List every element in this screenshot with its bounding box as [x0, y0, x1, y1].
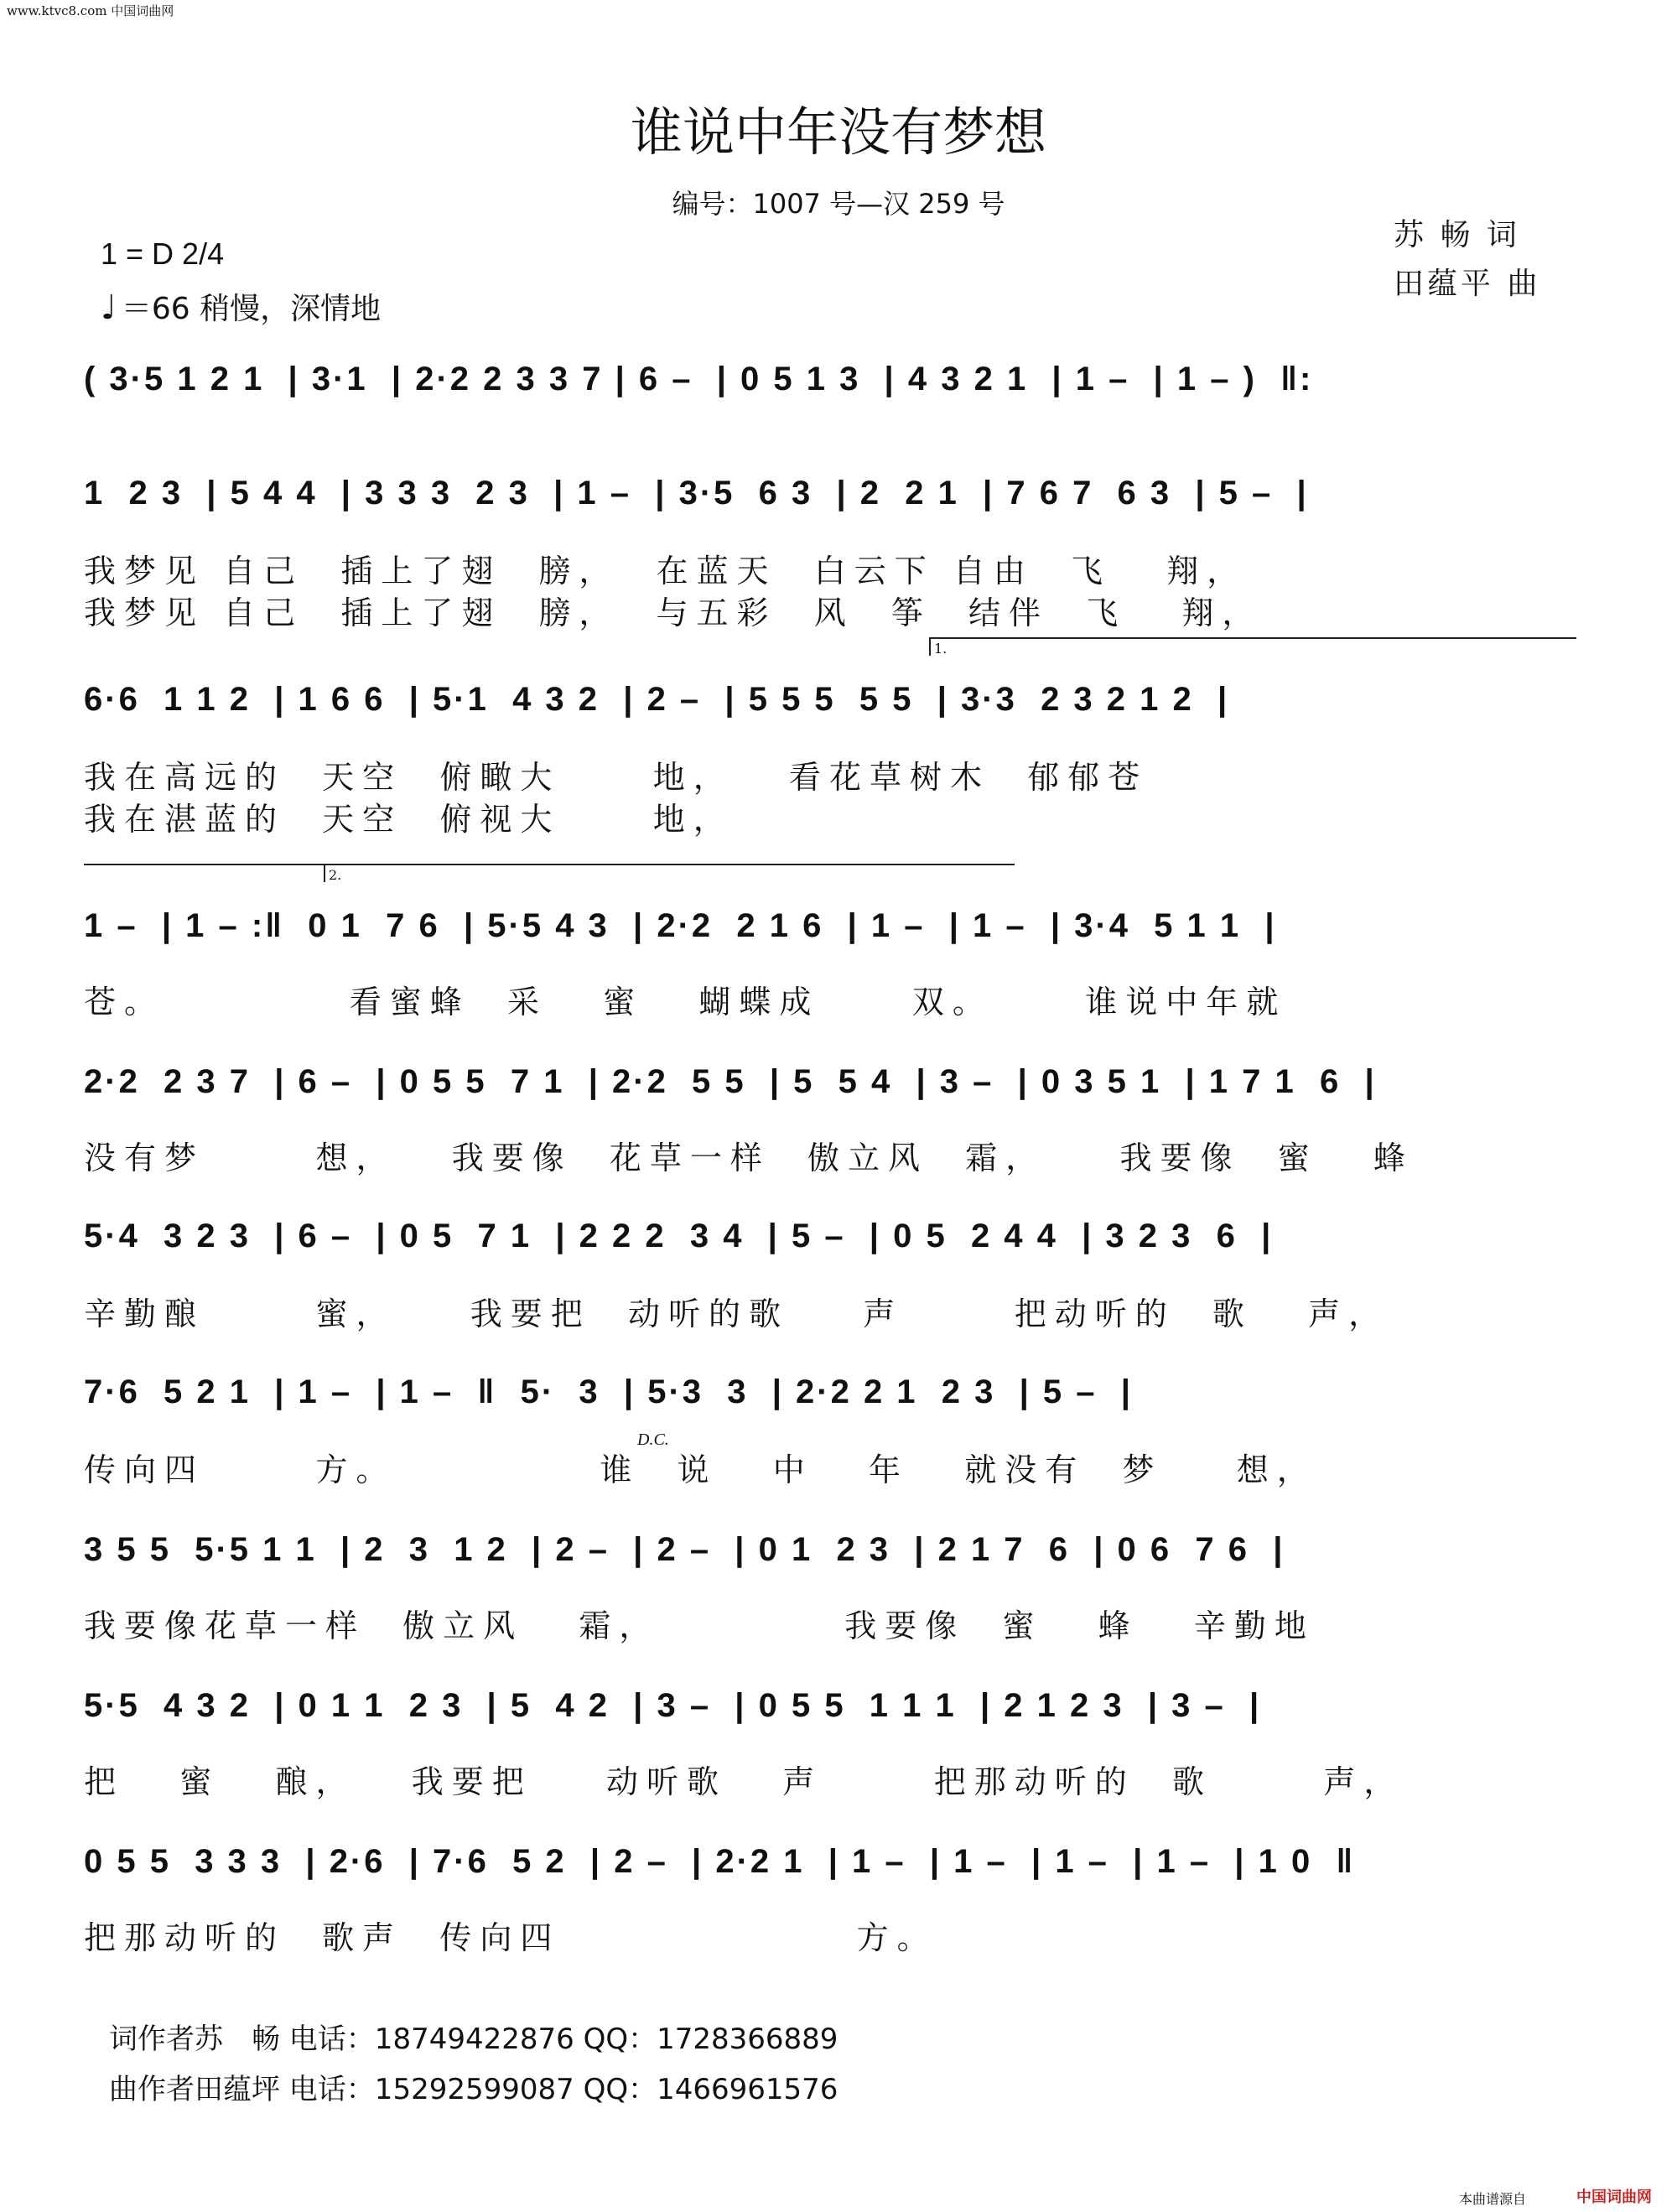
score-line: 3 5 5 5·5 1 1 | 2 3 1 2 | 2 – | 2 – | 0 1 2 3 | 2 1 7 6 | 0 6 7 6 |: [84, 1531, 1285, 1568]
footer-brand: 中国词曲网: [1576, 2189, 1652, 2206]
lyric-line: 传向四 方。 谁 说 中 年 就没有 梦 想，: [84, 1451, 1317, 1488]
second-ending-tick: [324, 864, 325, 882]
lyric-line: 我要像花草一样 傲立风 霜， 我要像 蜜 蜂 辛勤地: [84, 1607, 1315, 1644]
footer-source: 本曲谱源自: [1459, 2191, 1527, 2207]
lyric-line: 把 蜜 酿， 我要把 动听歌 声 把那动听的 歌 声，: [84, 1763, 1404, 1800]
second-ending-number: 2.: [329, 867, 342, 883]
serial-number: 编号：1007 号—汉 259 号: [672, 188, 1005, 220]
first-ending-tick: [929, 637, 931, 656]
volta-line: [84, 864, 1015, 865]
lyric-line: 我在高远的 天空 俯瞰大 地， 看花草树木 郁郁苍: [84, 759, 1149, 796]
lyric-line: 把那动听的 歌声 传向四 方。: [84, 1919, 937, 1956]
dc-marking: D.C.: [637, 1431, 669, 1449]
key-signature: 1 = D 2/4: [101, 236, 225, 271]
page-title: 谁说中年没有梦想: [630, 101, 1046, 163]
quarter-note-icon: ♩: [101, 288, 117, 327]
first-ending-number: 1.: [934, 641, 948, 657]
score-line: ( 3·5 1 2 1 | 3·1 | 2·2 2 3 3 7 | 6 – | 0 5 1 3 | 4 3 2 1 | 1 – | 1 – ) ‖:: [84, 361, 1314, 397]
lyric-line: 我梦见 自己 插上了翅 膀， 在蓝天 白云下 自由 飞 翔，: [84, 553, 1248, 589]
tempo-text: ＝66 稍慢，深情地: [121, 292, 382, 326]
lyric-line: 我在湛蓝的 天空 俯视大 地，: [84, 801, 734, 838]
score-line: 6·6 1 1 2 | 1 6 6 | 5·1 4 3 2 | 2 – | 5 5 5 5 5 | 3·3 2 3 2 1 2 |: [84, 681, 1230, 718]
lyric-line: 苍。 看蜜蜂 采 蜜 蝴蝶成 双。 谁说中年就: [84, 984, 1287, 1020]
lyricist-credit: 苏 畅 词: [1394, 218, 1520, 252]
first-ending-bracket: [929, 637, 1576, 639]
score-line: 0 5 5 3 3 3 | 2·6 | 7·6 5 2 | 2 – | 2·2 1 | 1 – | 1 – | 1 – | 1 – | 1 0 ‖: [84, 1843, 1356, 1880]
composer-credit: 田蕴平 曲: [1394, 267, 1541, 301]
lyric-line: 没有梦 想， 我要像 花草一样 傲立风 霜， 我要像 蜜 蜂: [84, 1140, 1414, 1176]
site-watermark: www.ktvc8.com 中国词曲网: [7, 3, 174, 18]
score-line: 2·2 2 3 7 | 6 – | 0 5 5 7 1 | 2·2 5 5 | 5 5 4 | 3 – | 0 3 5 1 | 1 7 1 6 |: [84, 1063, 1377, 1100]
lyric-line: 我梦见 自己 插上了翅 膀， 与五彩 风 筝 结伴 飞 翔，: [84, 595, 1263, 631]
lyricist-contact: 词作者苏 畅 电话：18749422876 QQ：1728366889: [109, 2022, 838, 2056]
lyric-line: 辛勤酿 蜜， 我要把 动听的歌 声 把动听的 歌 声，: [84, 1296, 1389, 1332]
score-line: 5·5 4 3 2 | 0 1 1 2 3 | 5 4 2 | 3 – | 0 5 5 1 1 1 | 2 1 2 3 | 3 – |: [84, 1687, 1262, 1724]
score-line: 7·6 5 2 1 | 1 – | 1 – ‖ 5· 3 | 5·3 3 | 2·2 2 1 2 3 | 5 – |: [84, 1373, 1133, 1410]
score-line: 1 – | 1 – :‖ 0 1 7 6 | 5·5 4 3 | 2·2 2 1 6 | 1 – | 1 – | 3·4 5 1 1 |: [84, 907, 1277, 944]
tempo-marking: [101, 285, 381, 328]
score-line: 5·4 3 2 3 | 6 – | 0 5 7 1 | 2 2 2 3 4 | 5 – | 0 5 2 4 4 | 3 2 3 6 |: [84, 1218, 1274, 1254]
composer-contact: 曲作者田蕴坪 电话：15292599087 QQ：1466961576: [109, 2073, 838, 2106]
score-line: 1 2 3 | 5 4 4 | 3 3 3 2 3 | 1 – | 3·5 6 3 | 2 2 1 | 7 6 7 6 3 | 5 – |: [84, 475, 1309, 511]
